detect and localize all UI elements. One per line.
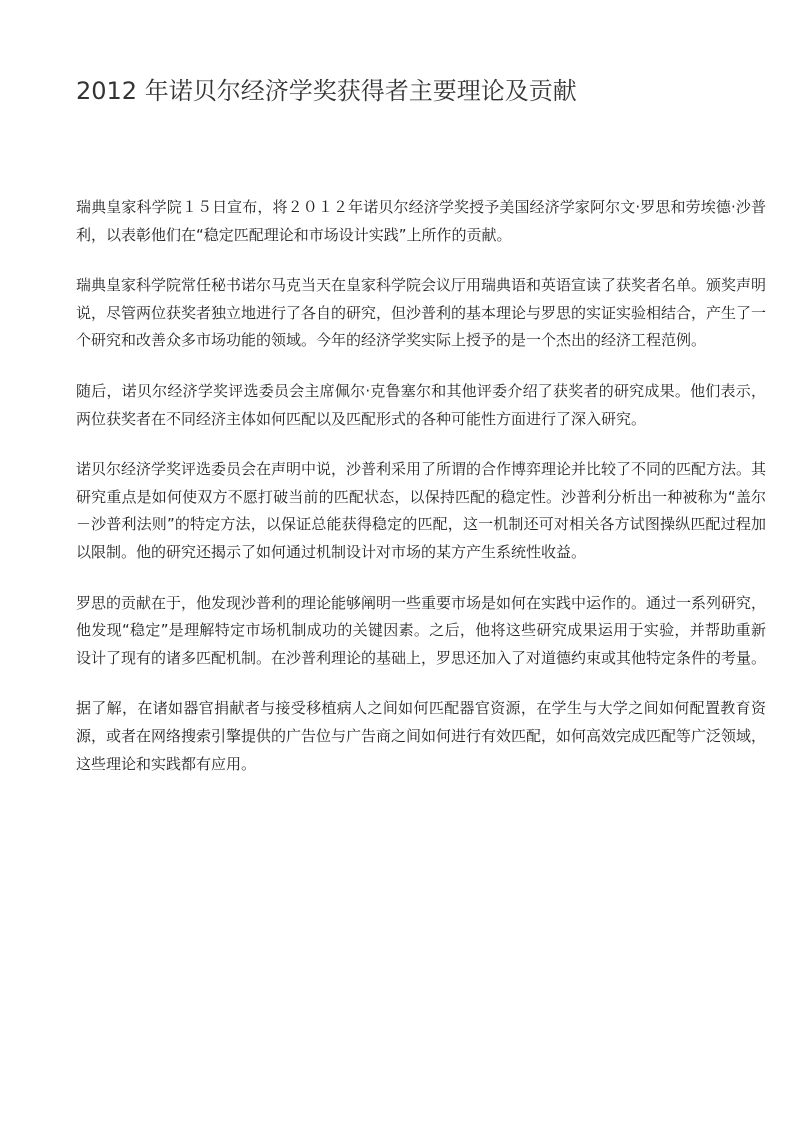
paragraph-committee-introduction: 随后，诺贝尔经济学奖评选委员会主席佩尔·克鲁塞尔和其他评委介绍了获奖者的研究成果。他们表示，两位获奖者在不同经济主体如何匹配以及匹配形式的各种可能性方面进行了深入研究。: [76, 381, 766, 428]
paragraph-applications: 据了解，在诸如器官捐献者与接受移植病人之间如何匹配器官资源，在学生与大学之间如何配置教育资源，或者在网络搜索引擎提供的广告位与广告商之间如何进行有效匹配，如何高效完成匹配等广泛领域，这些理论和实践都有应用。: [76, 699, 767, 773]
paragraph-shapley-contribution: 诺贝尔经济学奖评选委员会在声明中说，沙普利采用了所谓的合作博弈理论并比较了不同的匹配方法。其研究重点是如何使双方不愿打破当前的匹配状态，以保持匹配的稳定性。沙普利分析出一种被称为“盖尔－沙普利法则”的特定方法，以保证总能获得稳定的匹配，这一机制还可对相关各方试图操纵匹配过程加以限制。他的研究还揭示了如何通过机制设计对市场的某方产生系统性收益。: [76, 460, 767, 561]
document-title: 2012 年诺贝尔经济学奖获得者主要理论及贡献: [76, 77, 577, 105]
article-body: [76, 194, 766, 801]
paragraph-announcement: 瑞典皇家科学院１５日宣布，将２０１２年诺贝尔经济学奖授予美国经济学家阿尔文·罗思和劳埃德·沙普利，以表彰他们在“稳定匹配理论和市场设计实践”上所作的贡献。: [76, 198, 766, 244]
paragraph-roth-contribution: 罗思的贡献在于，他发现沙普利的理论能够阐明一些重要市场是如何在实践中运作的。通过一系列研究，他发现“稳定”是理解特定市场机制成功的关键因素。之后，他将这些研究成果运用于实验，并帮助重新设计了现有的诸多匹配机制。在沙普利理论的基础上，罗思还加入了对道德约束或其他特定条件的考量。: [76, 593, 767, 667]
paragraph-award-statement: 瑞典皇家科学院常任秘书诺尔马克当天在皇家科学院会议厅用瑞典语和英语宣读了获奖者名单。颁奖声明说，尽管两位获奖者独立地进行了各自的研究，但沙普利的基本理论与罗思的实证实验相结合，产生了一个研究和改善众多市场功能的领域。今年的经济学奖实际上授予的是一个杰出的经济工程范例。: [76, 276, 767, 350]
